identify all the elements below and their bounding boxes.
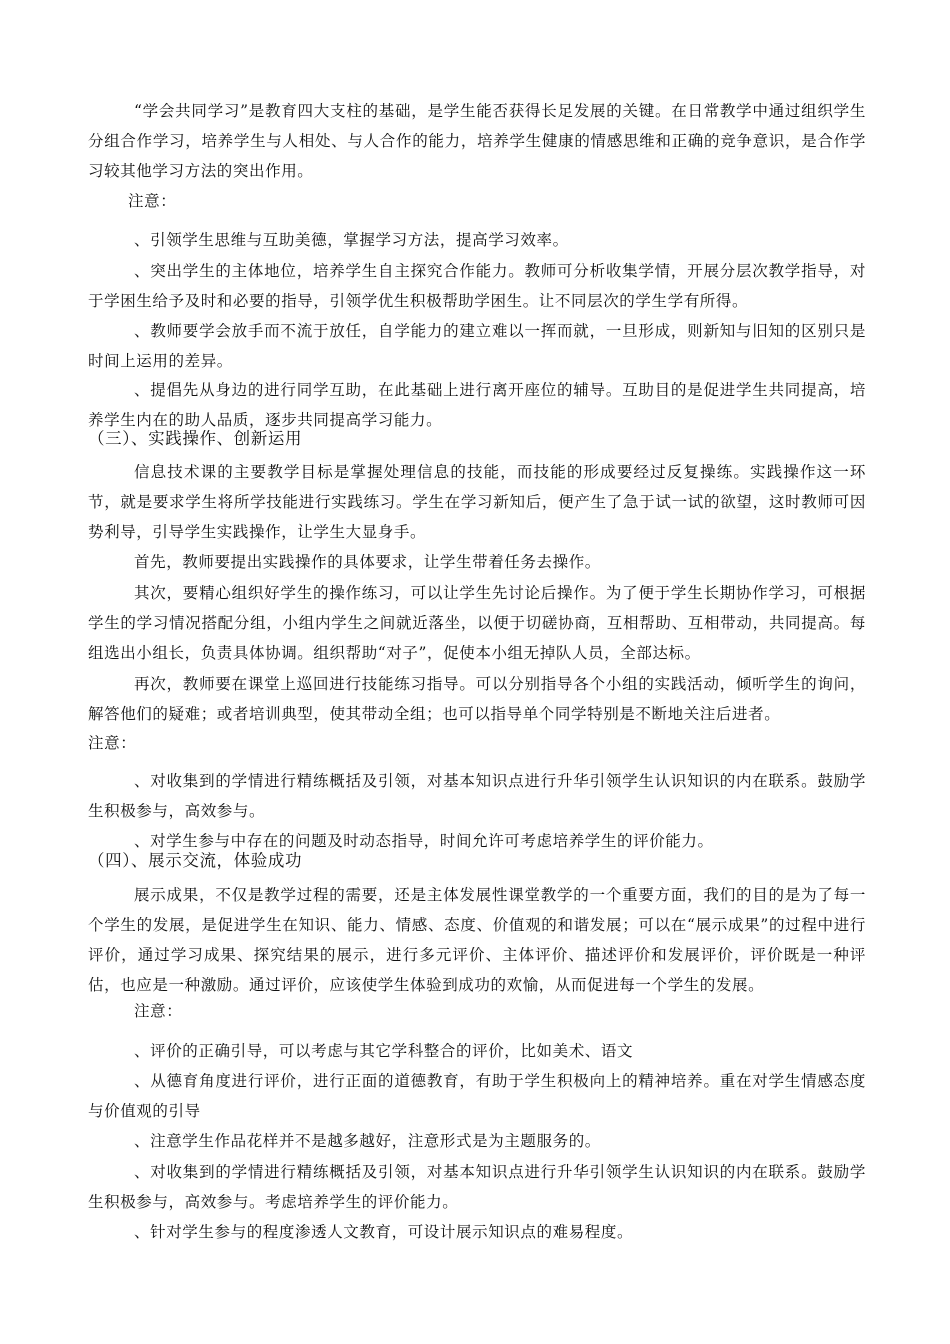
note3-item-4: 、对收集到的学情进行精练概括及引领，对基本知识点进行升华引领学生认识知识的内在联系。鼓励学生积极参与，高效参与。考虑培养学生的评价能力。 xyxy=(88,1163,866,1211)
section3-paragraph-1: 信息技术课的主要教学目标是掌握处理信息的技能，而技能的形成要经过反复操练。实践操作这一环节，就是要求学生将所学技能进行实践练习。学生在学习新知后，便产生了急于试一试的欲望，这时教师可因势利导，引导学生实践操作，让学生大显身手。 xyxy=(88,463,866,541)
note1-item-4: 、提倡先从身边的进行同学互助，在此基础上进行离开座位的辅导。互助目的是促进学生共同提高，培养学生内在的助人品质，逐步共同提高学习能力。 xyxy=(88,381,866,429)
note-label-2: 注意： xyxy=(88,734,137,752)
note1-item-3: 、教师要学会放手而不流于放任，自学能力的建立难以一挥而就，一旦形成，则新知与旧知的区别只是时间上运用的差异。 xyxy=(88,322,866,370)
note1-item-2: 、突出学生的主体地位，培养学生自主探究合作能力。教师可分析收集学情，开展分层次教学指导，对于学困生给予及时和必要的指导，引领学优生积极帮助学困生。让不同层次的学生学有所得。 xyxy=(88,262,866,310)
section4-paragraph-1: 展示成果，不仅是教学过程的需要，还是主体发展性课堂教学的一个重要方面，我们的目的是为了每一个学生的发展，是促进学生在知识、能力、情感、态度、价值观的和谐发展；可以在“展示成果”的过程中进行评价，通过学习成果、探究结果的展示，进行多元评价、主体评价、描述评价和发展评价，评价既是一种评估，也应是一种激励。通过评价，应该使学生体验到成功的欢愉，从而促进每一个学生的发展。 xyxy=(88,886,866,994)
section-heading-4: （四）、展示交流，体验成功 xyxy=(88,851,303,870)
note2-item-1: 、对收集到的学情进行精练概括及引领，对基本知识点进行升华引领学生认识知识的内在联系。鼓励学生积极参与，高效参与。 xyxy=(88,772,866,820)
note-label-1: 注意： xyxy=(128,192,177,210)
note3-item-3: 、注意学生作品花样并不是越多越好，注意形式是为主题服务的。 xyxy=(134,1132,601,1150)
intro-paragraph: “学会共同学习”是教育四大支柱的基础，是学生能否获得长足发展的关键。在日常教学中通过组织学生分组合作学习，培养学生与人相处、与人合作的能力，培养学生健康的情感思维和正确的竞争意识，是合作学习较其他学习方法的突出作用。 xyxy=(88,102,866,180)
note-label-3: 注意： xyxy=(134,1002,183,1020)
note3-item-1: 、评价的正确引导，可以考虑与其它学科整合的评价，比如美术、语文 xyxy=(134,1042,634,1060)
note3-item-5: 、针对学生参与的程度渗透人文教育，可设计展示知识点的难易程度。 xyxy=(134,1223,634,1241)
note1-item-1: 、引领学生思维与互助美德，掌握学习方法，提高学习效率。 xyxy=(134,231,569,249)
section3-paragraph-3: 其次，要精心组织好学生的操作练习，可以让学生先讨论后操作。为了便于学生长期协作学习，可根据学生的学习情况搭配分组，小组内学生之间就近落坐，以便于切磋协商，互相帮助、互相带动，共同提高。每组选出小组长，负责具体协调。组织帮助“对子”，促使本小组无掉队人员，全部达标。 xyxy=(88,584,866,662)
note3-item-2: 、从德育角度进行评价，进行正面的道德教育，有助于学生积极向上的精神培养。重在对学生情感态度与价值观的引导 xyxy=(88,1072,866,1120)
note2-item-2: 、对学生参与中存在的问题及时动态指导，时间允许可考虑培养学生的评价能力。 xyxy=(134,832,714,850)
section3-paragraph-4: 再次，教师要在课堂上巡回进行技能练习指导。可以分别指导各个小组的实践活动，倾听学生的询问，解答他们的疑难；或者培训典型，使其带动全组；也可以指导单个同学特别是不断地关注后进者。 xyxy=(88,675,866,723)
section-heading-3: （三）、实践操作、创新运用 xyxy=(88,429,303,448)
section3-paragraph-2: 首先，教师要提出实践操作的具体要求，让学生带着任务去操作。 xyxy=(134,553,601,571)
